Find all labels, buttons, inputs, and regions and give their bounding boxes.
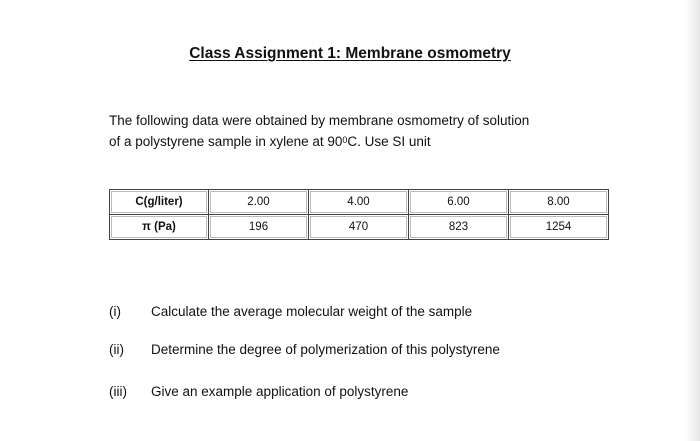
table-cell: 4.00 <box>309 190 409 215</box>
degree-superscript: 0 <box>342 135 348 145</box>
table-cell: 2.00 <box>209 190 309 215</box>
row-header-concentration: C(g/liter) <box>110 190 209 215</box>
page-edge-shadow <box>686 0 700 441</box>
question-text: Determine the degree of polymerization of this polystyrene <box>151 342 500 357</box>
question-3 <box>109 384 408 399</box>
question-text: Give an example application of polystyrene <box>151 384 409 399</box>
question-2 <box>109 342 500 357</box>
osmometry-data-table <box>109 189 609 240</box>
table-cell: 823 <box>409 215 509 240</box>
question-text: Calculate the average molecular weight of the sample <box>151 304 473 319</box>
intro-line-2-start: of a polystyrene sample in xylene at 90 <box>109 134 343 149</box>
question-number: (ii) <box>109 342 124 357</box>
intro-line-2-end: C. Use SI unit <box>347 134 431 149</box>
intro-line-1: The following data were obtained by membrane osmometry of solution <box>109 113 530 128</box>
intro-paragraph <box>109 110 609 152</box>
row-header-osmotic-pressure: π (Pa) <box>110 215 209 240</box>
question-number: (i) <box>109 304 121 319</box>
question-1 <box>109 304 472 319</box>
table-cell: 196 <box>209 215 309 240</box>
table-cell: 8.00 <box>509 190 609 215</box>
question-number: (iii) <box>109 384 127 399</box>
assignment-title: Class Assignment 1: Membrane osmometry <box>189 45 511 62</box>
table-cell: 6.00 <box>409 190 509 215</box>
table-cell: 470 <box>309 215 409 240</box>
table-row-concentration <box>110 190 609 215</box>
table-cell: 1254 <box>509 215 609 240</box>
table-row-osmotic-pressure <box>110 215 609 240</box>
